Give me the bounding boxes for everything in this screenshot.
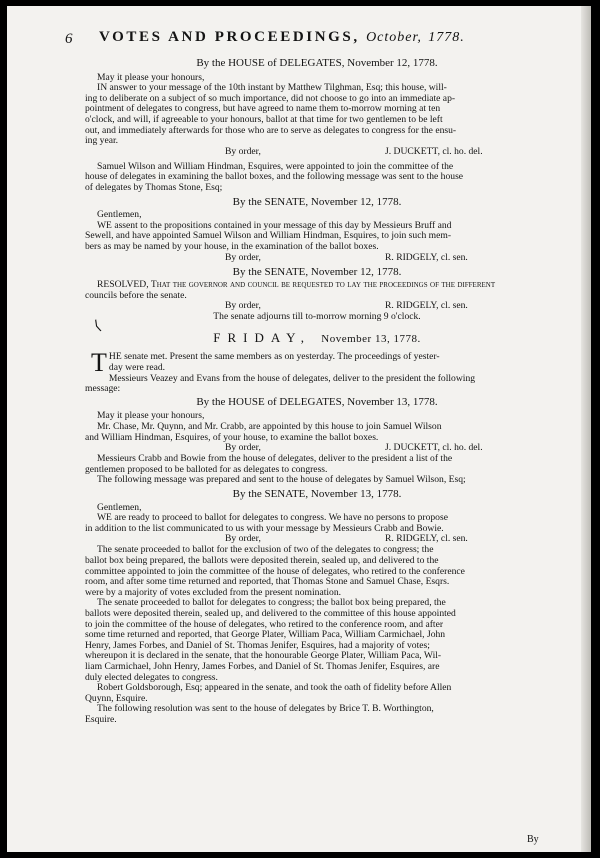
text-line: Robert Goldsborough, Esq; appeared in the senate, and took the oath of fidelity before Allen (97, 682, 452, 694)
message-house-nov13 (85, 411, 549, 443)
day-date: November 13, 1778. (321, 332, 421, 345)
text-line: pointment of delegates to congress, but have agreed to name them to-morrow morning at ten (85, 103, 441, 115)
text-line: The following resolution was sent to the house of delegates by Brice T. B. Worthington, (97, 703, 434, 715)
text-line: duly elected delegates to congress. (85, 671, 218, 683)
text-line: WE are ready to proceed to ballot for delegates to congress. We have no persons to propose (97, 512, 448, 524)
header-title: VOTES AND PROCEEDINGS, (99, 29, 360, 45)
signature-ridgely-3 (85, 534, 549, 545)
heading-senate-nov13: By the SENATE, November 13, 1778. (232, 488, 402, 500)
text-line: ing to deliberate on a subject of so much importance, did not choose to go into an immediate ap- (85, 92, 456, 104)
drop-cap: T (91, 348, 107, 378)
running-header (65, 29, 549, 56)
text-line: The senate proceeded to ballot for the exclusion of two of the delegates to congress; the (97, 544, 434, 556)
heading-senate-nov12-a: By the SENATE, November 12, 1778. (232, 195, 402, 208)
text-line: room, and after some time returned and reported, that Thomas Stone and Samuel Chase, Esqrs. (85, 576, 450, 588)
signature-duckett-2 (85, 443, 549, 454)
margin-handwritten-mark: ⟨ (92, 318, 104, 335)
text-line: message: (85, 383, 121, 395)
text-line: councils before the senate. (85, 289, 187, 301)
text-line: bers as may be named by your house, in the examination of the ballot boxes. (85, 240, 379, 252)
text-line: Esquire. (85, 713, 117, 725)
text-line: ballot box being prepared, the ballots were deposited therein, sealed up, and delivered to the (85, 554, 439, 566)
signature-name: J. DUCKETT, cl. ho. del. (385, 145, 483, 157)
text-line: ballots were deposited therein, sealed up, and delivered to the committee of this house appointed (85, 607, 456, 619)
signature-duckett-1 (85, 147, 549, 158)
text-line: in addition to the list communicated to us with your message by Messieurs Crabb and Bowie. (85, 522, 444, 534)
header-year: 1778. (428, 30, 465, 45)
text-line: Mr. Chase, Mr. Quynn, and Mr. Crabb, are appointed by this house to join Samuel Wilson (97, 421, 442, 433)
text-line: committee appointed to join the committee of the house of delegates, who retired to the conference (85, 565, 465, 577)
message-senate-nov13 (85, 503, 549, 535)
signature-by-order: By order, (225, 442, 261, 454)
text-line: liam Carmichael, John Henry, James Forbes, and Daniel of St. Thomas Jenifer, Esquires, are (85, 660, 440, 672)
signature-ridgely-1 (85, 253, 549, 264)
paragraph-list-gentlemen (85, 454, 549, 486)
catchword: By (527, 834, 539, 845)
text-line: RESOLVED, That the governor and council be requested to lay the proceedings of the different (97, 279, 496, 291)
text-line: Samuel Wilson and William Hindman, Esquires, were appointed to join the committee of the (97, 160, 454, 172)
paragraph-senate-met (85, 348, 549, 395)
heading-house-nov13: By the HOUSE of DELEGATES, November 13, 1778. (196, 395, 438, 408)
text-line: day were read. (108, 362, 166, 374)
adjournment-note: The senate adjourns till to-morrow morning 9 o'clock. (213, 311, 421, 323)
heading-senate-nov12-b: By the SENATE, November 12, 1778. (232, 265, 402, 278)
text-line: May it please your honours, (97, 71, 205, 83)
text-line: and William Hindman, Esquires, of your house, to examine the ballot boxes. (85, 431, 379, 443)
text-line: Messieurs Crabb and Bowie from the house of delegates, deliver to the president a list of the (97, 453, 453, 465)
signature-by-order: By order, (225, 251, 261, 263)
text-line: WE assent to the propositions contained in your message of this day by Messieurs Bruff and (97, 219, 452, 231)
text-line: to join the committee of the house of delegates, who retired to the conference room, and after (85, 618, 444, 630)
document-page (7, 6, 591, 852)
signature-by-order: By order, (225, 300, 261, 312)
resolution-councils (85, 280, 549, 301)
message-senate-nov12 (85, 210, 549, 252)
text-line: The senate proceeded to ballot for delegates to congress; the ballot box being prepared, the (97, 597, 446, 609)
text-line: gentlemen proposed to be balloted for as delegates to congress. (85, 463, 328, 475)
page-gutter-shadow (581, 6, 591, 852)
signature-name: R. RIDGELY, cl. sen. (385, 251, 468, 263)
text-line: o'clock, and will, if agreeable to your honours, ballot at that time for two gentlemen to be left (85, 113, 443, 125)
text-line: some time returned and reported, that George Plater, William Paca, William Carmichael, John (85, 629, 446, 641)
text-line: out, and immediately afterwards for those who are to serve as delegates to congress for the ensu- (85, 124, 457, 136)
signature-ridgely-2 (85, 301, 549, 312)
signature-by-order: By order, (225, 533, 261, 545)
text-line: ing year. (85, 135, 119, 147)
paragraph-ballot-proceedings (85, 545, 549, 725)
day-heading-friday (85, 329, 549, 345)
text-line: Quynn, Esquire. (85, 692, 148, 704)
text-line: whereupon it is declared in the senate, that the honourable George Plater, William Paca, Wil- (85, 650, 442, 662)
signature-name: R. RIDGELY, cl. sen. (385, 300, 468, 312)
text-line: Messieurs Veazey and Evans from the house of delegates, deliver to the president the following (108, 372, 476, 384)
text-line: Gentlemen, (97, 501, 142, 513)
text-line: HE senate met. Present the same members as on yesterday. The proceedings of yester- (108, 351, 440, 363)
message-house-nov12 (85, 73, 549, 147)
text-line: IN answer to your message of the 10th instant by Matthew Tilghman, Esq; this house, will- (97, 82, 447, 94)
heading-house-nov12: By the HOUSE of DELEGATES, November 12, 1778. (196, 57, 438, 69)
signature-name: J. DUCKETT, cl. ho. del. (385, 442, 483, 454)
text-line: The following message was prepared and sent to the house of delegates by Samuel Wilson, Esq; (97, 474, 466, 486)
text-line: Henry, James Forbes, and Daniel of St. Thomas Jenifer, Esquires, had a majority of votes; (85, 639, 430, 651)
text-line: May it please your honours, (97, 410, 205, 422)
text-line: were by a majority of votes excluded from the present nomination. (85, 586, 342, 598)
text-line: house of delegates in examining the ballot boxes, and the following message was sent to the house (85, 171, 464, 183)
signature-name: R. RIDGELY, cl. sen. (385, 533, 468, 545)
text-line: Gentlemen, (97, 209, 142, 221)
text-line: of delegates by Thomas Stone, Esq; (85, 181, 223, 193)
day-name: FRIDAY, (213, 329, 312, 345)
text-line: Sewell, and have appointed Samuel Wilson and William Hindman, Esquires, to join such mem- (85, 230, 452, 242)
page-number: 6 (65, 31, 73, 47)
paragraph-ballot-committee (85, 162, 549, 194)
page-body (65, 29, 549, 725)
header-month: October, (366, 30, 422, 45)
signature-by-order: By order, (225, 145, 261, 157)
